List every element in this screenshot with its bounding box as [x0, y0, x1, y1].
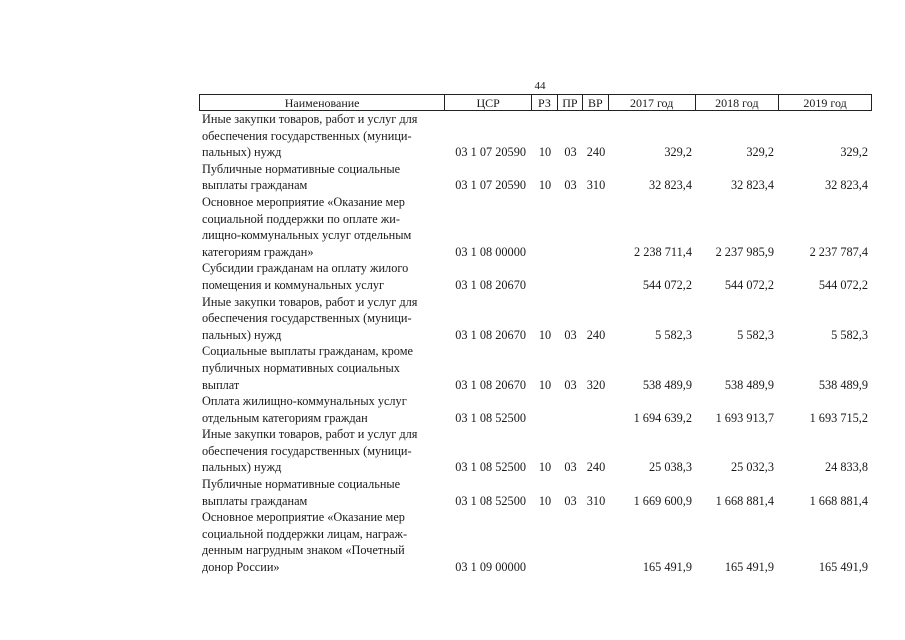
cell-2017: 544 072,2 — [642, 277, 692, 292]
cell-vr: 240 — [586, 327, 606, 342]
header-rz: РЗ — [532, 95, 558, 110]
cell-csr: 03 1 08 20670 — [455, 327, 526, 342]
header-2018: 2018 год — [696, 95, 780, 110]
cell-2018: 544 072,2 — [724, 277, 774, 292]
cell-2017: 25 038,3 — [648, 460, 692, 475]
cell-rz: 10 — [538, 145, 552, 160]
cell-vr: 320 — [586, 377, 606, 392]
header-pr: ПР — [558, 95, 583, 110]
cell-2017: 165 491,9 — [642, 560, 692, 575]
cell-csr: 03 1 07 20590 — [455, 178, 526, 193]
cell-2019: 2 237 787,4 — [809, 244, 868, 259]
page-number: 44 — [534, 80, 546, 92]
table-row — [199, 509, 872, 575]
cell-name: Основное мероприятие «Оказание мер социальной поддержки по оплате жи- лищно-коммунальных услуг отдельным категориям граждан» — [202, 194, 412, 259]
cell-pr: 03 — [564, 377, 577, 392]
cell-2019: 32 823,4 — [824, 178, 868, 193]
cell-name: Публичные нормативные социальные выплаты гражданам — [202, 477, 401, 508]
cell-pr: 03 — [564, 145, 577, 160]
cell-name: Публичные нормативные социальные выплаты гражданам — [202, 161, 401, 193]
cell-2018: 538 489,9 — [724, 377, 774, 392]
cell-2019: 329,2 — [840, 145, 868, 160]
cell-2019: 24 833,8 — [824, 460, 868, 475]
header-name: Наименование — [200, 95, 445, 110]
cell-2017: 538 489,9 — [642, 377, 692, 392]
cell-pr: 03 — [564, 493, 577, 508]
table-row — [199, 476, 872, 509]
header-vr: ВР — [583, 95, 609, 110]
cell-csr: 03 1 07 20590 — [455, 145, 526, 160]
cell-2017: 2 238 711,4 — [634, 244, 692, 259]
table-row — [199, 294, 872, 344]
cell-2017: 329,2 — [664, 145, 692, 160]
table-row — [199, 111, 872, 161]
cell-2019: 1 693 715,2 — [809, 410, 868, 425]
cell-vr: 310 — [586, 493, 606, 508]
cell-2018: 1 693 913,7 — [715, 410, 774, 425]
cell-name: Оплата жилищно-коммунальных услуг отдельным категориям граждан — [202, 394, 407, 425]
cell-csr: 03 1 08 52500 — [455, 493, 526, 508]
cell-2017: 1 669 600,9 — [633, 493, 692, 508]
cell-rz: 10 — [538, 327, 552, 342]
table-row — [199, 426, 872, 476]
cell-2018: 5 582,3 — [737, 327, 774, 342]
table-header — [199, 94, 872, 111]
table-row — [199, 161, 872, 194]
cell-2017: 5 582,3 — [655, 327, 692, 342]
cell-pr: 03 — [564, 327, 577, 342]
cell-rz: 10 — [538, 377, 552, 392]
cell-2019: 544 072,2 — [818, 277, 868, 292]
cell-2017: 1 694 639,2 — [633, 410, 692, 425]
cell-2019: 5 582,3 — [831, 327, 868, 342]
cell-vr: 240 — [586, 145, 606, 160]
cell-2019: 538 489,9 — [818, 377, 868, 392]
cell-2017: 32 823,4 — [648, 178, 692, 193]
cell-2018: 2 237 985,9 — [715, 244, 774, 259]
cell-rz: 10 — [538, 178, 552, 193]
header-2019: 2019 год — [803, 96, 847, 110]
cell-2018: 25 032,3 — [730, 460, 774, 475]
cell-csr: 03 1 08 20670 — [455, 377, 526, 392]
table-row — [199, 260, 872, 293]
header-csr: ЦСР — [445, 95, 532, 110]
table-row — [199, 343, 872, 393]
header-2017: 2017 год — [609, 95, 696, 110]
cell-rz: 10 — [538, 460, 552, 475]
cell-name: Иные закупки товаров, работ и услуг для обеспечения государственных (муници- пальных) нужд — [202, 112, 418, 160]
cell-2019: 1 668 881,4 — [809, 493, 868, 508]
table-body — [199, 111, 872, 576]
budget-table — [199, 94, 872, 576]
cell-name: Социальные выплаты гражданам, кроме публичных нормативных социальных выплат — [202, 344, 413, 392]
cell-csr: 03 1 08 52500 — [455, 410, 526, 425]
cell-2019: 165 491,9 — [818, 560, 868, 575]
cell-2018: 329,2 — [746, 145, 774, 160]
cell-pr: 03 — [564, 460, 577, 475]
cell-pr: 03 — [564, 178, 577, 193]
cell-name: Субсидии гражданам на оплату жилого помещения и коммунальных услуг — [202, 261, 409, 292]
cell-rz: 10 — [538, 493, 552, 508]
cell-csr: 03 1 08 20670 — [455, 277, 526, 292]
cell-csr: 03 1 09 00000 — [455, 560, 526, 575]
cell-csr: 03 1 08 52500 — [455, 460, 526, 475]
cell-name: Иные закупки товаров, работ и услуг для обеспечения государственных (муници- пальных) нужд — [202, 294, 418, 342]
cell-2018: 165 491,9 — [724, 560, 774, 575]
table-row — [199, 194, 872, 260]
cell-name: Иные закупки товаров, работ и услуг для обеспечения государственных (муници- пальных) нужд — [202, 427, 418, 475]
cell-name: Основное мероприятие «Оказание мер социальной поддержки лицам, награж- денным нагрудным знаком «Почетный донор России» — [202, 510, 408, 575]
cell-vr: 240 — [586, 460, 606, 475]
cell-2018: 1 668 881,4 — [715, 493, 774, 508]
cell-vr: 310 — [586, 178, 606, 193]
cell-2018: 32 823,4 — [730, 178, 774, 193]
cell-csr: 03 1 08 00000 — [455, 244, 526, 259]
table-row — [199, 393, 872, 426]
